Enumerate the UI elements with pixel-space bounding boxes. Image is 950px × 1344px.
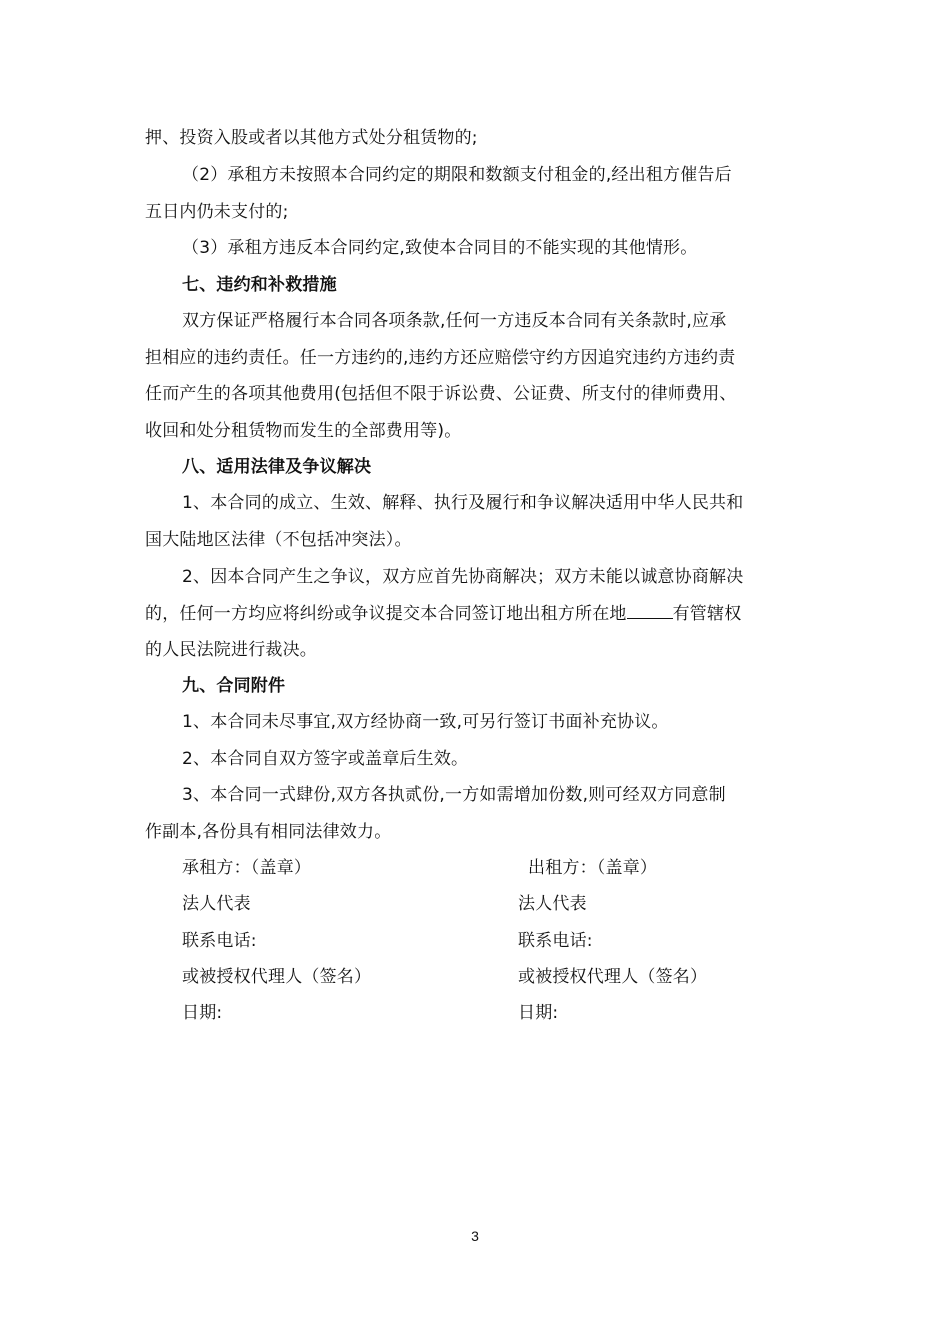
fill-in-blank[interactable] [627,602,673,619]
paragraph-line: 国大陆地区法律（不包括冲突法）。 [145,530,412,550]
page-number: 3 [471,1228,479,1244]
paragraph-text: 的，任何一方均应将纠纷或争议提交本合同签订地出租方所在地 [145,604,627,624]
lessee-representative-label: 法人代表 [182,894,251,914]
clause-text-line: 押、投资入股或者以其他方式处分租赁物的; [145,128,478,148]
lessor-representative-label: 法人代表 [518,894,587,914]
paragraph-line: 作副本,各份具有相同法律效力。 [145,822,392,842]
lessee-date-label: 日期: [182,1003,223,1023]
paragraph-line: 收回和处分租赁物而发生的全部费用等)。 [145,421,462,441]
lessor-party-label: 出租方：（盖章） [528,858,658,878]
lessee-party-label: 承租方：（盖章） [182,858,312,878]
paragraph-line: 1、本合同未尽事宜,双方经协商一致,可另行签订书面补充协议。 [182,712,669,732]
section-heading-7: 七、违约和补救措施 [182,275,337,295]
section-heading-8: 八、适用法律及争议解决 [182,457,372,477]
clause-text-line: 五日内仍未支付的; [145,202,289,222]
paragraph-line: 3、本合同一式肆份,双方各执贰份,一方如需增加份数,则可经双方同意制 [182,785,726,805]
paragraph-line: 任而产生的各项其他费用(包括但不限于诉讼费、公证费、所支付的律师费用、 [145,384,737,404]
paragraph-line: 1、本合同的成立、生效、解释、执行及履行和争议解决适用中华人民共和 [182,493,744,513]
lessee-phone-label: 联系电话: [182,931,257,951]
lessee-agent-label: 或被授权代理人（签名） [182,967,372,987]
clause-item-3: （3）承租方违反本合同约定,致使本合同目的不能实现的其他情形。 [182,238,698,258]
lessor-agent-label: 或被授权代理人（签名） [518,967,708,987]
lessor-phone-label: 联系电话: [518,931,593,951]
paragraph-text: 有管辖权 [672,604,742,624]
lessor-date-label: 日期: [518,1003,559,1023]
paragraph-line: 2、因本合同产生之争议，双方应首先协商解决；双方未能以诚意协商解决 [182,567,744,587]
section-heading-9: 九、合同附件 [182,676,286,696]
paragraph-line [145,602,741,625]
paragraph-line: 的人民法院进行裁决。 [145,640,317,660]
paragraph-line: 双方保证严格履行本合同各项条款,任何一方违反本合同有关条款时,应承 [182,311,727,331]
paragraph-line: 2、本合同自双方签字或盖章后生效。 [182,749,469,769]
clause-item-2: （2）承租方未按照本合同约定的期限和数额支付租金的,经出租方催告后 [182,165,732,185]
paragraph-line: 担相应的违约责任。任一方违约的,违约方还应赔偿守约方因追究违约方违约责 [145,348,736,368]
